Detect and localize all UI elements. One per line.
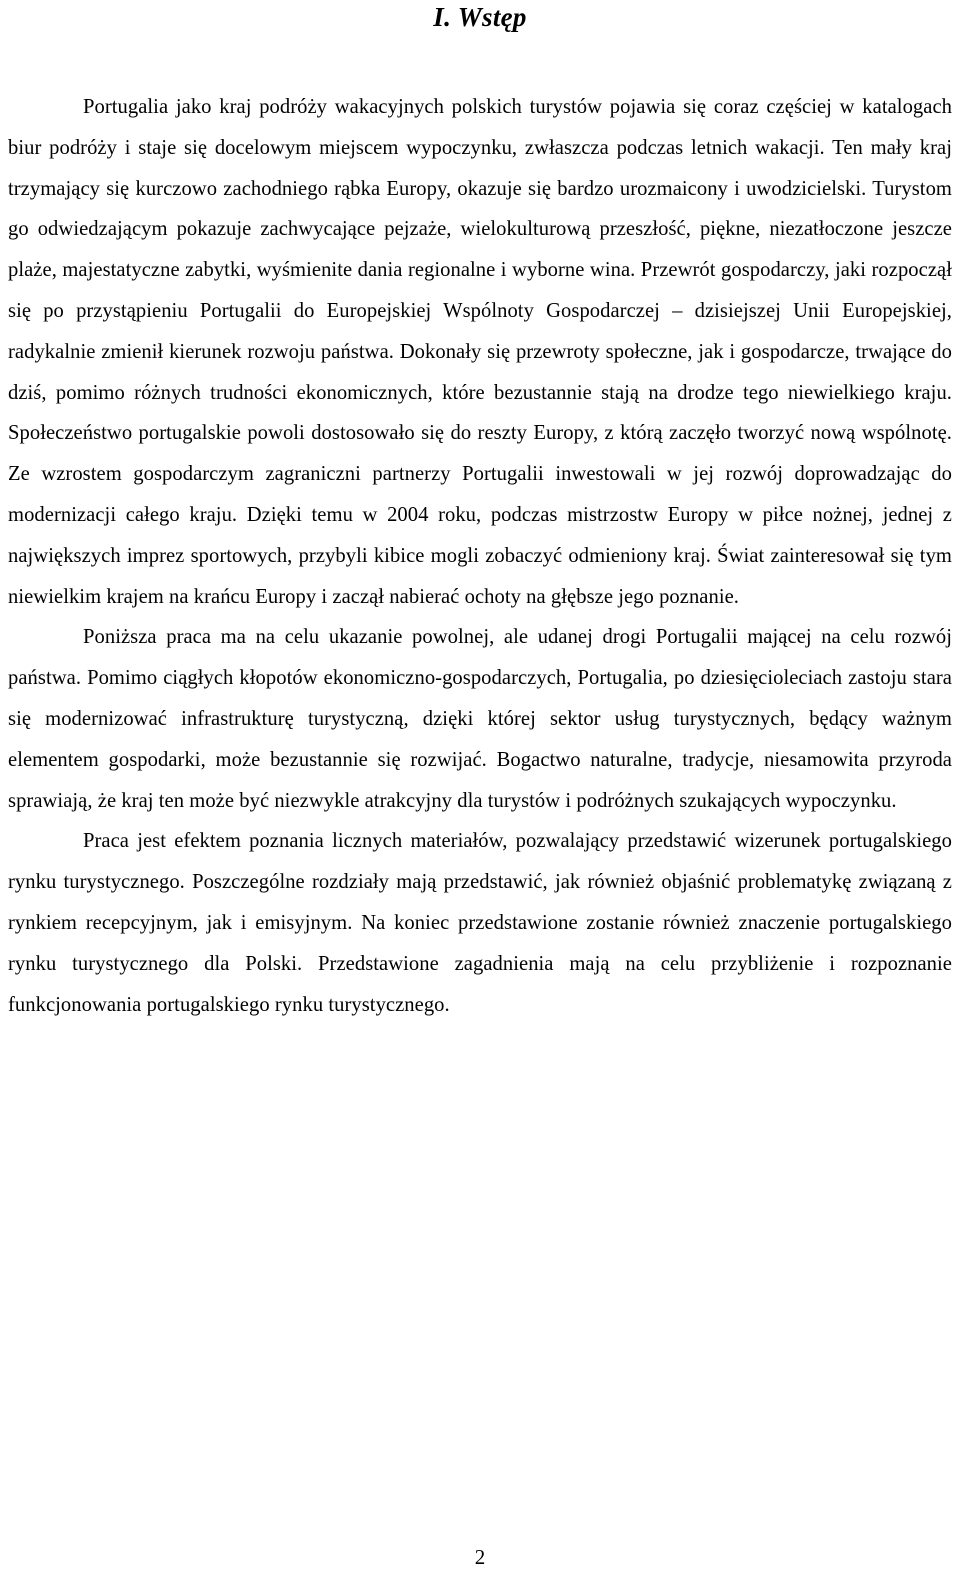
paragraph-introduction: Portugalia jako kraj podróży wakacyjnych polskich turystów pojawia się coraz częściej w katalogach biur podróży i staje się docelowym miejscem wypoczynku, zwłaszcza podczas letnich wakacji. Ten mały kraj trzymający się kurczowo zachodniego rąbka Europy, okazuje się bardzo urozmaicony i uwodzicielski. Turystom go odwiedzającym pokazuje zachwycające pejzaże, wielokulturową przeszłość, piękne, niezatłoczone jeszcze plaże, majestatyczne zabytki, wyśmienite dania regionalne i wyborne wina. Przewrót gospodarczy, jaki rozpoczął się po przystąpieniu Portugalii do Europejskiej Wspólnoty Gospodarczej – dzisiejszej Unii Europejskiej, radykalnie zmienił kierunek rozwoju państwa. Dokonały się przewroty społeczne, jak i gospodarcze, trwające do dziś, pomimo różnych trudności ekonomicznych, które bezustannie stają na drodze tego niewielkiego kraju. Społeczeństwo portugalskie powoli dostosowało się do reszty Europy, z którą zaczęło tworzyć nową wspólnotę. Ze wzrostem gospodarczym zagraniczni partnerzy Portugalii inwestowali w jej rozwój doprowadzając do modernizacji całego kraju. Dzięki temu w 2004 roku, podczas mistrzostw Europy w piłce nożnej, jednej z największych imprez sportowych, przybyli kibice mogli zobaczyć odmieniony kraj. Świat zainteresował się tym niewielkim krajem na krańcu Europy i zaczął nabierać ochoty na głębsze jego poznanie. [8, 96, 952, 608]
paragraph-scope: Praca jest efektem poznania licznych materiałów, pozwalający przedstawić wizerunek portugalskiego rynku turystycznego. Poszczególne rozdziały mają przedstawić, jak również objaśnić problematykę związaną z rynkiem recepcyjnym, jak i emisyjnym. Na koniec przedstawione zostanie również znaczenie portugalskiego rynku turystycznego dla Polski. Przedstawione zagadnienia mają na celu przybliżenie i rozpoznanie funkcjonowania portugalskiego rynku turystycznego. [8, 830, 952, 1016]
document-page [8, 0, 952, 1025]
section-heading: I. Wstęp [433, 2, 527, 32]
paragraph-aim: Poniższa praca ma na celu ukazanie powolnej, ale udanej drogi Portugalii mającej na celu rozwój państwa. Pomimo ciągłych kłopotów ekonomiczno-gospodarczych, Portugalia, po dziesięcioleciach zastoju stara się modernizować infrastrukturę turystyczną, dzięki której sektor usług turystycznych, będący ważnym elementem gospodarki, może bezustannie się rozwijać. Bogactwo naturalne, tradycje, niesamowita przyroda sprawiają, że kraj ten może być niezwykle atrakcyjny dla turystów i podróżnych szukających wypoczynku. [8, 626, 952, 812]
page-number: 2 [474, 1545, 486, 1569]
